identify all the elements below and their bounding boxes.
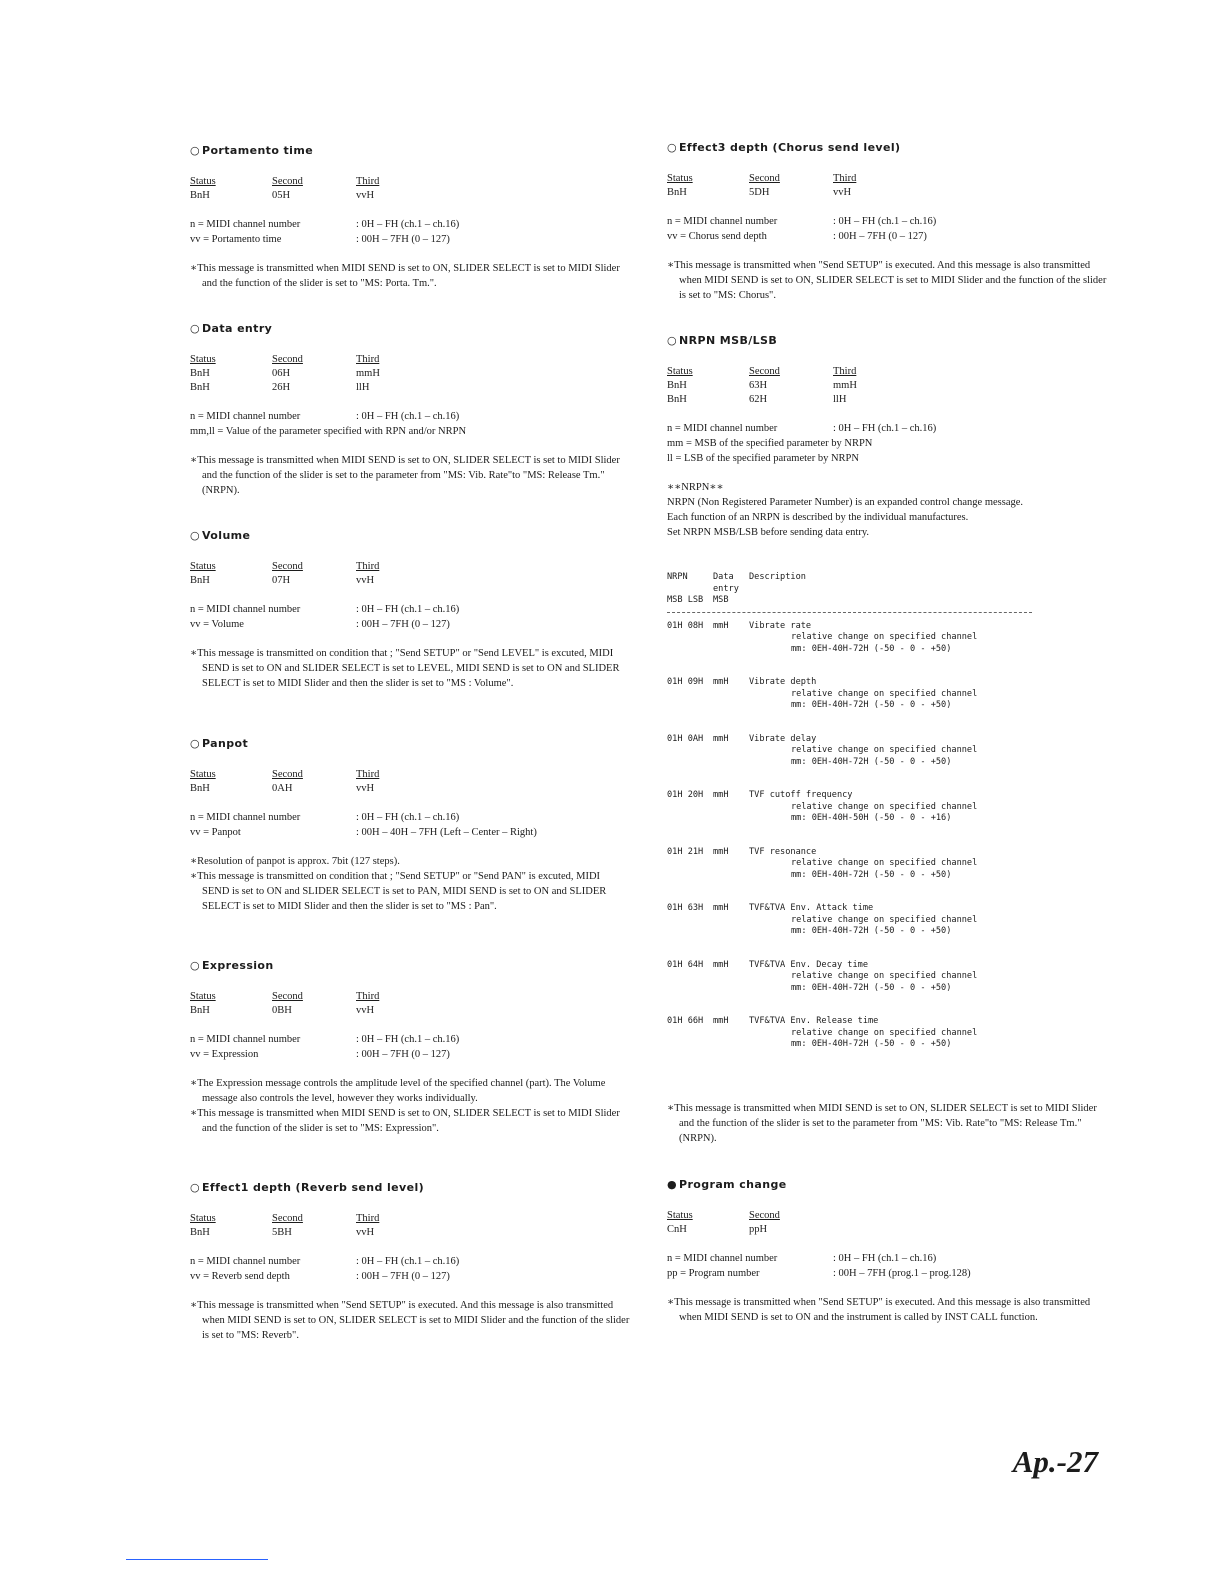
status-header: Status <box>190 561 216 572</box>
table-cell: BnH <box>190 190 210 201</box>
table-cell: 0AH <box>272 783 293 794</box>
nrpn-note <box>667 1101 1107 1146</box>
bullet-icon: ● <box>667 1178 677 1191</box>
section-heading: ○ Expression <box>190 959 274 972</box>
circle-icon: ○ <box>190 1181 200 1194</box>
param-range: : 0H – FH (ch.1 – ch.16) <box>356 411 460 422</box>
nrpn-sub2: mm: 0EH-40H-72H (-50 - 0 - +50) <box>791 756 952 767</box>
nrpn-parameter-table <box>667 572 1032 1073</box>
param-label: mm = MSB of the specified parameter by NRPN <box>667 438 873 449</box>
nrpn-desc: TVF resonance <box>749 846 817 857</box>
param-range: : 0H – FH (ch.1 – ch.16) <box>833 423 937 434</box>
param-range: : 0H – FH (ch.1 – ch.16) <box>356 604 460 615</box>
third-header: Third <box>356 176 380 187</box>
param-label: vv = Portamento time <box>190 234 282 245</box>
effect3-depth-section <box>667 141 1107 303</box>
third-header: Third <box>833 173 857 184</box>
table-cell: BnH <box>190 1227 210 1238</box>
nrpn-sub1: relative change on specified channel <box>791 801 978 812</box>
portamento-time-section <box>190 144 630 291</box>
nrpn-table-header: NRPN Data Description entry MSB LSB MSB <box>667 572 806 605</box>
nrpn-sub2: mm: 0EH-40H-72H (-50 - 0 - +50) <box>791 869 952 880</box>
table-cell: BnH <box>190 575 210 586</box>
nrpn-data: mmH <box>713 620 729 631</box>
status-table <box>667 172 1107 200</box>
param-label: n = MIDI channel number <box>190 1034 301 1045</box>
section-heading: ○ NRPN MSB/LSB <box>667 334 778 347</box>
param-label: n = MIDI channel number <box>190 411 301 422</box>
section-heading: ○ Portamento time <box>190 144 314 157</box>
circle-icon: ○ <box>190 322 200 335</box>
status-header: Status <box>667 173 693 184</box>
status-header: Status <box>667 366 693 377</box>
nrpn-rows <box>667 621 1032 1051</box>
second-header: Second <box>272 769 303 780</box>
table-cell: vvH <box>356 575 375 586</box>
status-header: Status <box>190 176 216 187</box>
param-range: : 00H – 7FH (prog.1 – prog.128) <box>833 1268 971 1279</box>
param-range: : 0H – FH (ch.1 – ch.16) <box>356 812 460 823</box>
second-header: Second <box>749 366 780 377</box>
param-label: vv = Expression <box>190 1049 259 1060</box>
table-cell: 0BH <box>272 1005 292 1016</box>
nrpn-data: mmH <box>713 903 729 913</box>
status-table <box>190 1212 630 1240</box>
nrpn-sub2: mm: 0EH-40H-72H (-50 - 0 - +50) <box>791 700 952 710</box>
table-cell: BnH <box>667 187 687 198</box>
nrpn-sub1: relative change on specified channel <box>791 1027 978 1038</box>
nrpn-sub2: mm: 0EH-40H-72H (-50 - 0 - +50) <box>791 926 952 936</box>
parameter-list <box>667 214 1107 244</box>
status-header: Status <box>190 769 216 780</box>
note: ∗This message is transmitted when "Send SETUP" is executed. And this message is also transmitted when MIDI SEND is set to ON and the instrument is called by INST CALL function. <box>667 1297 1091 1323</box>
nrpn-msb-lsb: 01H 21H <box>667 846 704 857</box>
nrpn-data: mmH <box>713 677 729 687</box>
table-cell: 62H <box>749 394 768 405</box>
nrpn-desc: TVF&TVA Env. Attack time <box>749 903 874 913</box>
table-cell: 06H <box>272 368 291 379</box>
section-heading: ○ Panpot <box>190 737 249 750</box>
table-row <box>667 1016 1032 1051</box>
nrpn-data: mmH <box>713 1016 729 1026</box>
table-cell: BnH <box>190 783 210 794</box>
param-label: vv = Panpot <box>190 827 241 838</box>
nrpn-sub1: relative change on specified channel <box>791 632 978 642</box>
status-table <box>667 1209 1107 1237</box>
circle-icon: ○ <box>667 141 677 154</box>
table-cell: vvH <box>356 783 375 794</box>
table-cell: BnH <box>190 1005 210 1016</box>
note: ∗This message is transmitted when MIDI SEND is set to ON, SLIDER SELECT is set to MIDI Slider and the function of the slider is set to the parameter from "MS: Vib. Rate"to "MS: Release Tm." (NRPN). <box>667 1103 1097 1144</box>
second-header: Second <box>272 561 303 572</box>
volume-section <box>190 529 630 691</box>
second-header: Second <box>272 354 303 365</box>
table-cell: vvH <box>833 187 852 198</box>
second-header: Second <box>272 1213 303 1224</box>
parameter-list <box>190 602 630 632</box>
param-range: : 0H – FH (ch.1 – ch.16) <box>833 1253 937 1264</box>
table-cell: 05H <box>272 190 291 201</box>
status-table <box>190 990 630 1018</box>
status-header: Status <box>190 354 216 365</box>
table-row <box>667 960 1032 995</box>
nrpn-msb-lsb: 01H 08H <box>667 620 704 631</box>
nrpn-msb-lsb: 01H 66H <box>667 1016 704 1026</box>
nrpn-sub1: relative change on specified channel <box>791 971 978 981</box>
table-cell: BnH <box>667 380 687 391</box>
circle-icon: ○ <box>667 334 677 347</box>
param-label: n = MIDI channel number <box>667 1253 778 1264</box>
status-table <box>190 560 630 588</box>
third-header: Third <box>356 561 380 572</box>
second-header: Second <box>272 991 303 1002</box>
table-row <box>667 621 1032 656</box>
param-label: n = MIDI channel number <box>667 423 778 434</box>
effect1-depth-section <box>190 1181 630 1343</box>
nrpn-msb-lsb: 01H 63H <box>667 903 704 913</box>
table-cell: BnH <box>190 368 210 379</box>
nrpn-msb-lsb: 01H 64H <box>667 959 704 970</box>
nrpn-sub2: mm: 0EH-40H-72H (-50 - 0 - +50) <box>791 1039 952 1049</box>
nrpn-desc: Vibrate depth <box>749 677 817 687</box>
table-cell: vvH <box>356 190 375 201</box>
parameter-list <box>667 1251 1107 1281</box>
table-cell: BnH <box>667 394 687 405</box>
data-entry-section <box>190 322 630 498</box>
nrpn-sub1: relative change on specified channel <box>791 745 978 755</box>
nrpn-msb-lsb: 01H 09H <box>667 677 704 687</box>
table-cell: vvH <box>356 1227 375 1238</box>
note: ∗This message is transmitted when "Send SETUP" is executed. And this message is also transmitted when MIDI SEND is set to ON, SLIDER SELECT is set to MIDI Slider and the function of the slider is set to "MS: Reverb". <box>190 1300 630 1341</box>
nrpn-desc: TVF&TVA Env. Decay time <box>749 959 868 970</box>
nrpn-desc: Vibrate rate <box>749 620 812 631</box>
parameter-list <box>190 1254 630 1284</box>
param-label: n = MIDI channel number <box>667 216 778 227</box>
param-label: n = MIDI channel number <box>190 812 301 823</box>
nrpn-msb-lsb: 01H 0AH <box>667 733 704 744</box>
param-range: : 00H – 40H – 7FH (Left – Center – Right) <box>356 827 537 838</box>
param-label: vv = Chorus send depth <box>667 231 767 242</box>
table-cell: llH <box>833 394 847 405</box>
third-header: Third <box>356 991 380 1002</box>
table-cell: CnH <box>667 1224 687 1235</box>
parameter-list <box>190 810 630 840</box>
nrpn-sub2: mm: 0EH-40H-72H (-50 - 0 - +50) <box>791 982 952 993</box>
table-cell: BnH <box>190 382 210 393</box>
section-heading: ● Program change <box>667 1178 787 1191</box>
table-cell: 26H <box>272 382 291 393</box>
third-header: Third <box>356 769 380 780</box>
param-range: : 00H – 7FH (0 – 127) <box>356 619 450 630</box>
table-row <box>667 790 1032 825</box>
param-range: : 00H – 7FH (0 – 127) <box>356 1271 450 1282</box>
param-range: : 00H – 7FH (0 – 127) <box>356 234 450 245</box>
param-range: : 0H – FH (ch.1 – ch.16) <box>356 219 460 230</box>
third-header: Third <box>356 354 380 365</box>
circle-icon: ○ <box>190 959 200 972</box>
nrpn-explanation: ∗∗NRPN∗∗ NRPN (Non Registered Parameter Number) is an expanded control change message. Each function of an NRPN is described by the individual manufactures. Set NRPN MSB/LSB before sending data entry. <box>667 482 1024 538</box>
param-range: : 0H – FH (ch.1 – ch.16) <box>356 1256 460 1267</box>
param-range: : 0H – FH (ch.1 – ch.16) <box>833 216 937 227</box>
third-header: Third <box>356 1213 380 1224</box>
nrpn-desc: Vibrate delay <box>749 733 817 744</box>
param-label: n = MIDI channel number <box>190 604 301 615</box>
section-heading: ○ Effect1 depth (Reverb send level) <box>190 1181 425 1194</box>
param-label: mm,ll = Value of the parameter specified with RPN and/or NRPN <box>190 426 467 437</box>
nrpn-sub2: mm: 0EH-40H-72H (-50 - 0 - +50) <box>791 643 952 654</box>
status-table <box>667 365 1107 407</box>
table-cell: mmH <box>833 380 857 391</box>
nrpn-desc: TVF cutoff frequency <box>749 790 853 800</box>
parameter-list <box>667 421 1107 466</box>
divider <box>667 612 1032 613</box>
param-range: : 00H – 7FH (0 – 127) <box>833 231 927 242</box>
table-cell: 63H <box>749 380 768 391</box>
nrpn-data: mmH <box>713 959 729 970</box>
second-header: Second <box>272 176 303 187</box>
table-cell: vvH <box>356 1005 375 1016</box>
table-cell: llH <box>356 382 370 393</box>
param-label: vv = Volume <box>190 619 244 630</box>
nrpn-sub2: mm: 0EH-40H-50H (-50 - 0 - +16) <box>791 813 952 823</box>
section-heading: ○ Effect3 depth (Chorus send level) <box>667 141 901 154</box>
param-label: n = MIDI channel number <box>190 219 301 230</box>
table-row <box>667 903 1032 938</box>
note: ∗The Expression message controls the amplitude level of the specified channel (part). The Volume message also controls the level, however they works individually. ∗This message is transmitted when MIDI SEND is set to ON, SLIDER SELECT is set to MIDI Slider and the function of the slider is set to "MS: Expression". <box>190 1078 620 1134</box>
status-table <box>190 353 630 395</box>
footer-rule <box>126 1559 268 1560</box>
status-header: Status <box>667 1210 693 1221</box>
table-row <box>667 677 1032 712</box>
expression-section <box>190 959 630 1136</box>
nrpn-sub1: relative change on specified channel <box>791 688 978 699</box>
param-label: vv = Reverb send depth <box>190 1271 290 1282</box>
parameter-list <box>190 217 630 247</box>
param-range: : 0H – FH (ch.1 – ch.16) <box>356 1034 460 1045</box>
second-header: Second <box>749 173 780 184</box>
section-heading: ○ Data entry <box>190 322 273 335</box>
param-label: pp = Program number <box>667 1268 760 1279</box>
nrpn-msb-lsb: 01H 20H <box>667 790 704 800</box>
nrpn-sub1: relative change on specified channel <box>791 858 978 868</box>
table-cell: mmH <box>356 368 380 379</box>
table-cell: 5DH <box>749 187 770 198</box>
section-heading: ○ Volume <box>190 529 251 542</box>
nrpn-section <box>667 334 1107 540</box>
param-label: ll = LSB of the specified parameter by NRPN <box>667 453 859 464</box>
circle-icon: ○ <box>190 144 200 157</box>
table-cell: ppH <box>749 1224 768 1235</box>
nrpn-data: mmH <box>713 790 729 800</box>
nrpn-desc: TVF&TVA Env. Release time <box>749 1016 879 1026</box>
nrpn-sub1: relative change on specified channel <box>791 914 978 925</box>
parameter-list <box>190 1032 630 1062</box>
program-change-section <box>667 1178 1107 1325</box>
status-header: Status <box>190 991 216 1002</box>
param-range: : 00H – 7FH (0 – 127) <box>356 1049 450 1060</box>
table-row <box>667 734 1032 769</box>
note: ∗This message is transmitted when "Send SETUP" is executed. And this message is also transmitted when MIDI SEND is set to ON, SLIDER SELECT is set to MIDI Slider and the function of the slider is set to "MS: Chorus". <box>667 260 1107 301</box>
note: ∗This message is transmitted on condition that ; "Send SETUP" or "Send LEVEL" is excuted, MIDI SEND is set to ON and SLIDER SELECT is set to LEVEL, MIDI SEND is set to ON and SLIDER SELECT is set to MIDI Slider and then the slider is set to "MS : Volume". <box>190 648 620 689</box>
note: ∗This message is transmitted when MIDI SEND is set to ON, SLIDER SELECT is set to MIDI Slider and the function of the slider is set to "MS: Porta. Tm.". <box>190 263 620 289</box>
table-cell: 5BH <box>272 1227 292 1238</box>
table-row <box>667 847 1032 882</box>
status-table <box>190 768 630 796</box>
second-header: Second <box>749 1210 780 1221</box>
page-number: Ap.-27 <box>1012 1444 1098 1479</box>
third-header: Third <box>833 366 857 377</box>
status-header: Status <box>190 1213 216 1224</box>
nrpn-data: mmH <box>713 733 729 744</box>
nrpn-data: mmH <box>713 846 729 857</box>
note: ∗Resolution of panpot is approx. 7bit (127 steps). ∗This message is transmitted on condition that ; "Send SETUP" or "Send PAN" is excuted, MIDI SEND is set to ON and SLIDER SELECT is set to PAN, MIDI SEND is set to ON and SLIDER SELECT is set to MIDI Slider and then the slider is set to "MS : Pan". <box>190 856 607 912</box>
param-label: n = MIDI channel number <box>190 1256 301 1267</box>
circle-icon: ○ <box>190 529 200 542</box>
status-table <box>190 175 630 203</box>
panpot-section <box>190 737 630 914</box>
table-cell: 07H <box>272 575 291 586</box>
circle-icon: ○ <box>190 737 200 750</box>
note: ∗This message is transmitted when MIDI SEND is set to ON, SLIDER SELECT is set to MIDI Slider and the function of the slider is set to the parameter from "MS: Vib. Rate"to "MS: Release Tm." (NRPN). <box>190 455 620 496</box>
parameter-list <box>190 409 630 439</box>
